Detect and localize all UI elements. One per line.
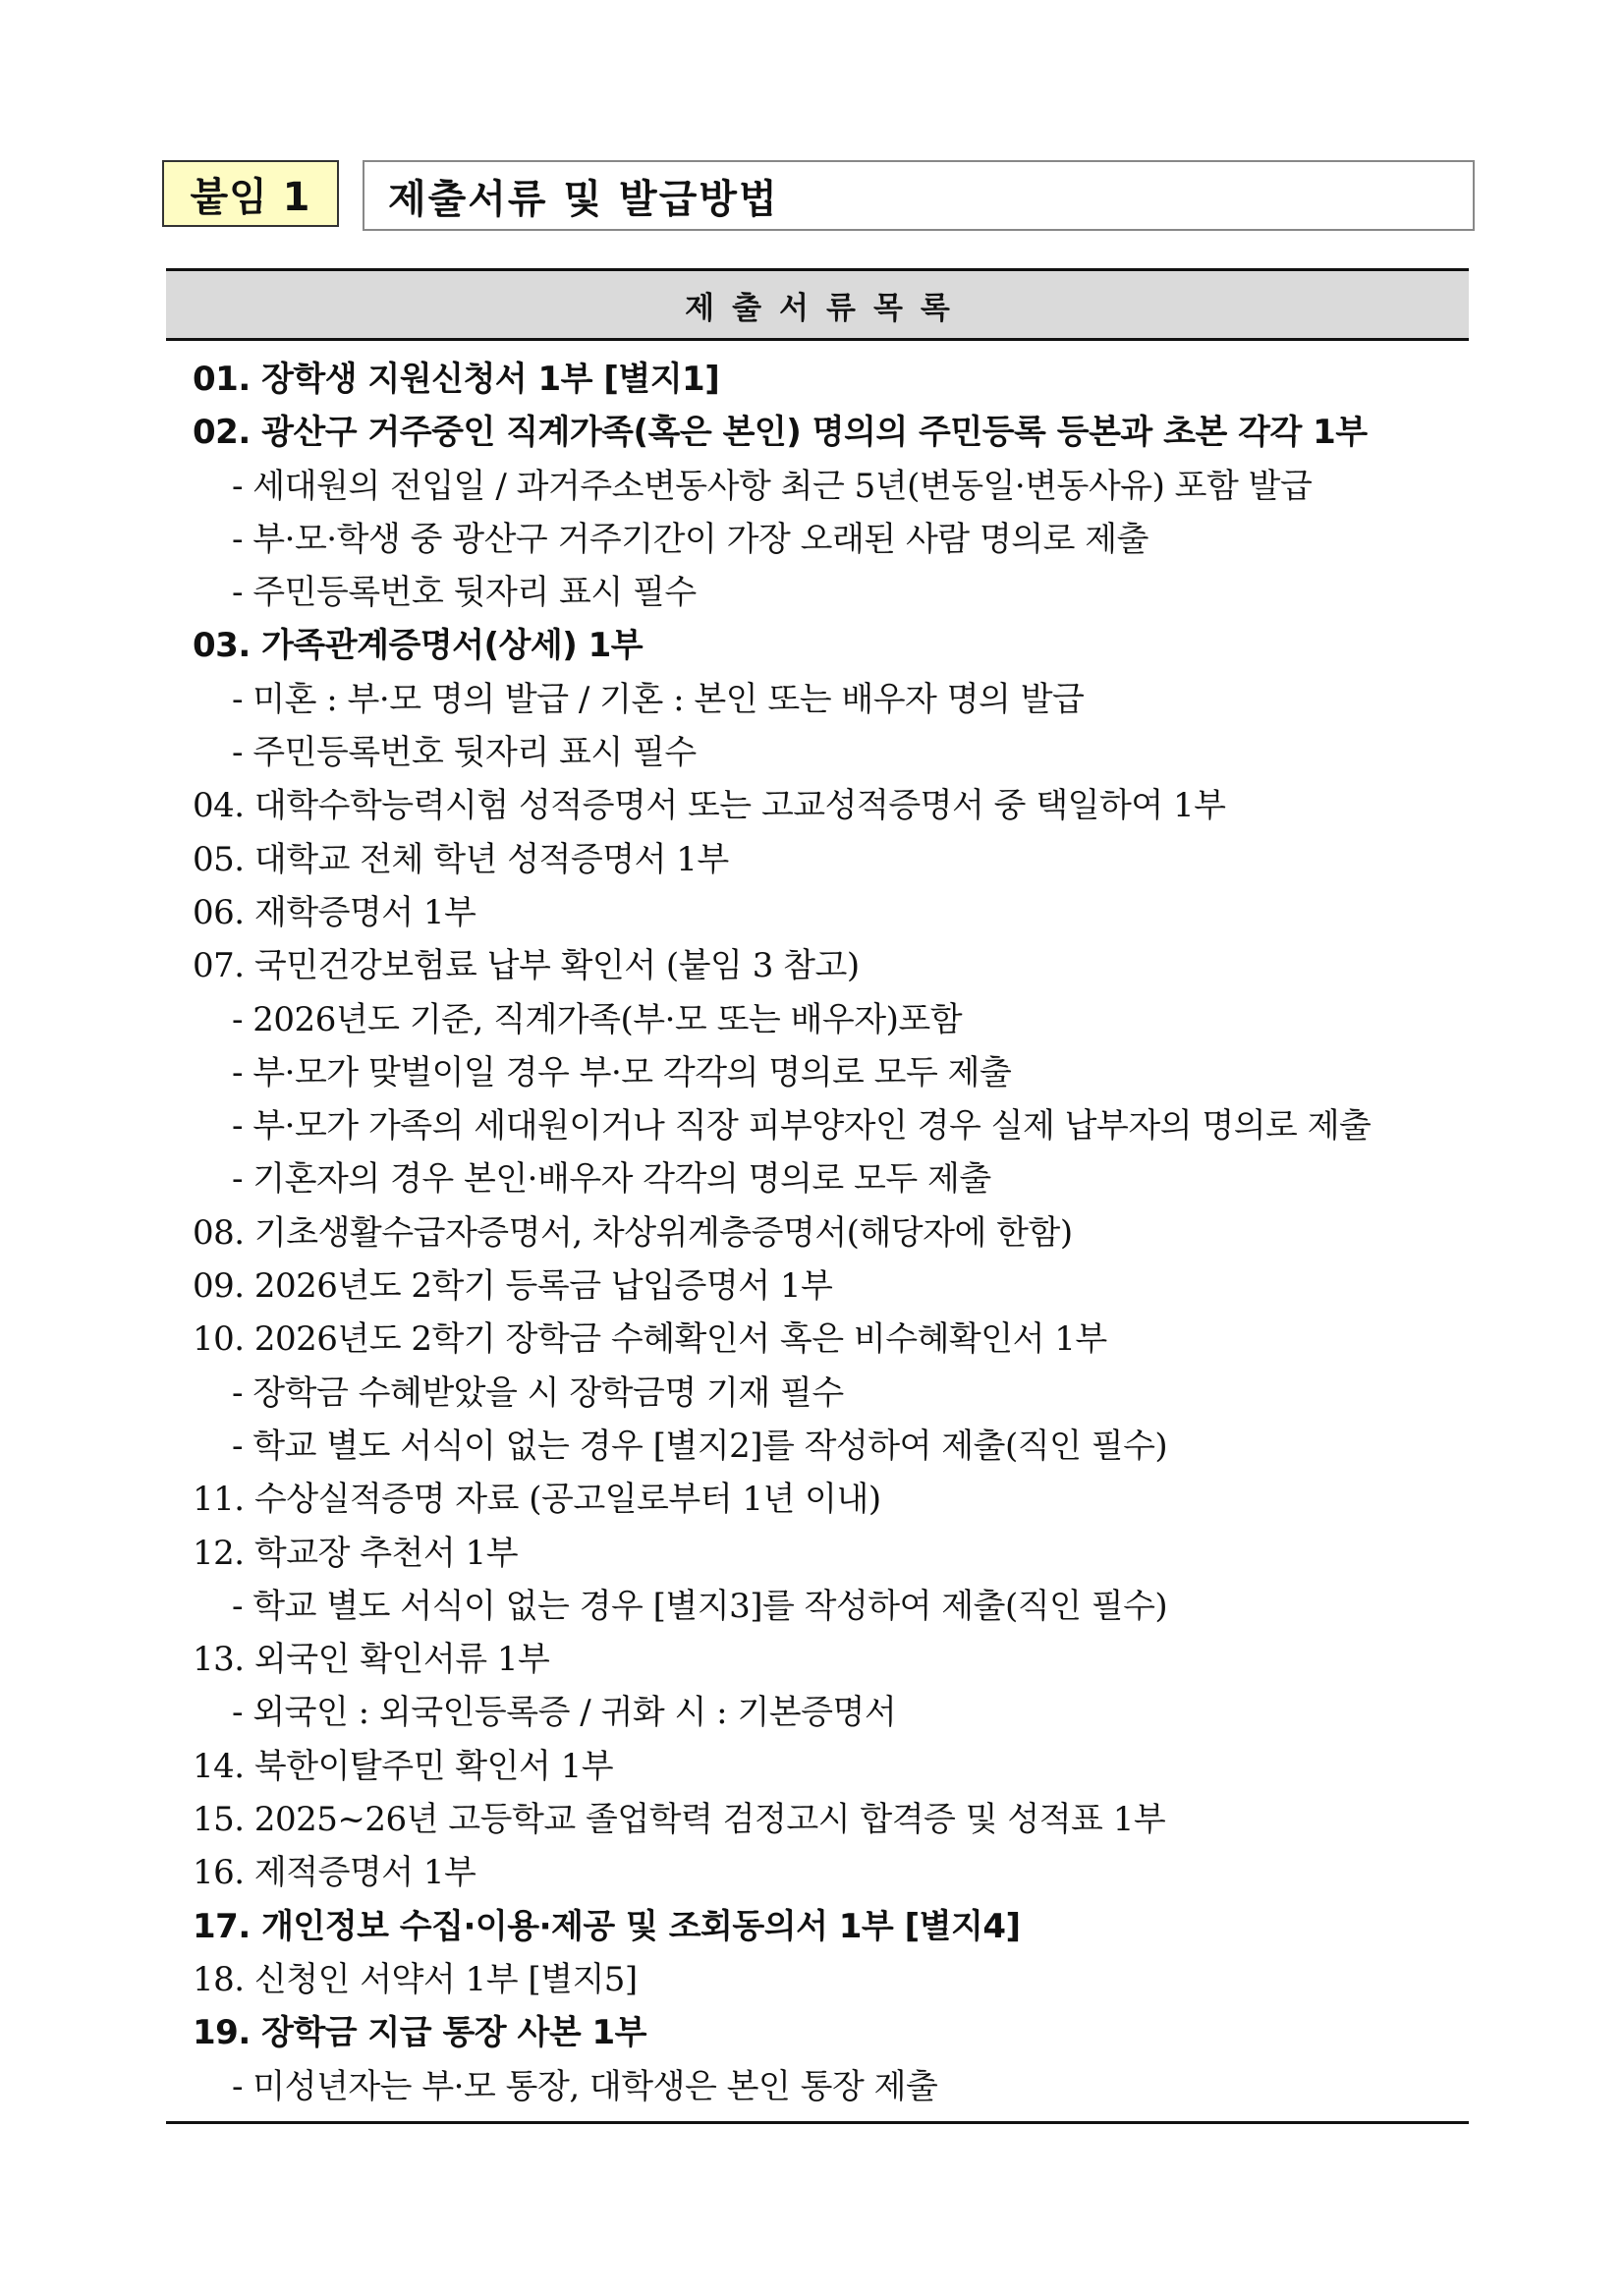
list-heading: 제출서류목록 — [166, 268, 1469, 341]
list-subitem: - 외국인 : 외국인등록증 / 귀화 시 : 기본증명서 — [232, 1693, 897, 1733]
list-subitem: - 학교 별도 서식이 없는 경우 [별지3]를 작성하여 제출(직인 필수) — [232, 1586, 1168, 1626]
list-subitem: - 미혼 : 부·모 명의 발급 / 기혼 : 본인 또는 배우자 명의 발급 — [232, 679, 1085, 719]
list-item: 09. 2026년도 2학기 등록금 납입증명서 1부 — [193, 1266, 833, 1307]
list-item: 04. 대학수학능력시험 성적증명서 또는 고교성적증명서 중 택일하여 1부 — [193, 786, 1226, 826]
list-subitem: - 부·모가 가족의 세대원이거나 직장 피부양자인 경우 실제 납부자의 명의로 제출 — [232, 1106, 1372, 1147]
document-list-section — [166, 268, 1469, 2124]
list-item: 01. 장학생 지원신청서 1부 [별지1] — [193, 360, 720, 399]
list-subitem: - 미성년자는 부·모 통장, 대학생은 본인 통장 제출 — [232, 2066, 938, 2106]
list-item: 19. 장학금 지급 통장 사본 1부 — [193, 2013, 647, 2053]
list-item: 12. 학교장 추천서 1부 — [193, 1533, 519, 1573]
list-subitem: - 학교 별도 서식이 없는 경우 [별지2]를 작성하여 제출(직인 필수) — [232, 1426, 1168, 1466]
list-subitem: - 주민등록번호 뒷자리 표시 필수 — [232, 573, 697, 613]
list-subitem: - 장학금 수혜받았을 시 장학금명 기재 필수 — [232, 1372, 844, 1413]
list-item: 06. 재학증명서 1부 — [193, 892, 476, 932]
list-item: 07. 국민건강보험료 납부 확인서 (붙임 3 참고) — [193, 946, 860, 986]
list-item: 08. 기초생활수급자증명서, 차상위계층증명서(해당자에 한함) — [193, 1212, 1073, 1253]
list-item: 14. 북한이탈주민 확인서 1부 — [193, 1746, 614, 1786]
list-subitem: - 세대원의 전입일 / 과거주소변동사항 최근 5년(변동일·변동사유) 포함 발급 — [232, 466, 1313, 506]
document-list — [166, 341, 1469, 2124]
list-subitem: - 부·모가 맞벌이일 경우 부·모 각각의 명의로 모두 제출 — [232, 1052, 1012, 1092]
attachment-tag: 붙임 1 — [162, 160, 339, 227]
list-item: 03. 가족관계증명서(상세) 1부 — [193, 626, 644, 666]
list-item: 18. 신청인 서약서 1부 [별지5] — [193, 1959, 638, 1999]
list-item: 10. 2026년도 2학기 장학금 수혜확인서 혹은 비수혜확인서 1부 — [193, 1319, 1107, 1360]
list-subitem: - 주민등록번호 뒷자리 표시 필수 — [232, 733, 697, 773]
list-item: 11. 수상실적증명 자료 (공고일로부터 1년 이내) — [193, 1480, 881, 1520]
list-item: 13. 외국인 확인서류 1부 — [193, 1640, 550, 1680]
list-item: 15. 2025~26년 고등학교 졸업학력 검정고시 합격증 및 성적표 1부 — [193, 1800, 1166, 1840]
list-item: 02. 광산구 거주중인 직계가족(혹은 본인) 명의의 주민등록 등본과 초본 각각 1부 — [193, 413, 1368, 453]
list-item: 05. 대학교 전체 학년 성적증명서 1부 — [193, 839, 729, 879]
list-subitem: - 2026년도 기준, 직계가족(부·모 또는 배우자)포함 — [232, 999, 963, 1039]
document-header — [162, 160, 1475, 231]
list-subitem: - 부·모·학생 중 광산구 거주기간이 가장 오래된 사람 명의로 제출 — [232, 519, 1148, 559]
list-item: 17. 개인정보 수집·이용·제공 및 조회동의서 1부 [별지4] — [193, 1906, 1021, 1946]
list-subitem: - 기혼자의 경우 본인·배우자 각각의 명의로 모두 제출 — [232, 1159, 991, 1200]
list-item: 16. 제적증명서 1부 — [193, 1853, 476, 1893]
page-title: 제출서류 및 발급방법 — [363, 160, 1475, 231]
